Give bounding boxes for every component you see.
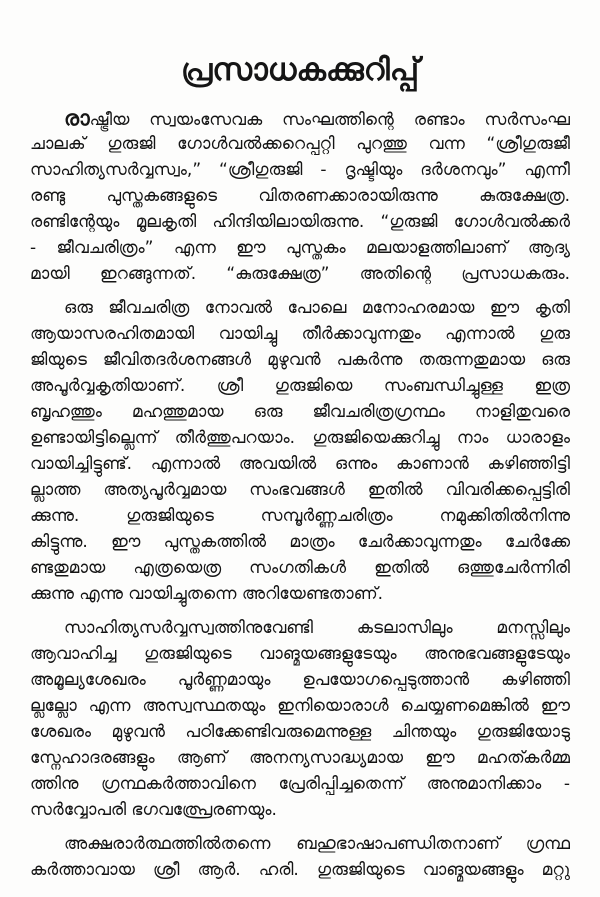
text-line: ക്കുന്നു എന്നു വായിച്ചുതന്നെ അറിയേണ്ടതാണ്. (30, 584, 384, 604)
text-line: ണ്ടതുമായ എത്രയെത്ര സംഗതികൾ ഇതിൽ ഒത്തുചേർന്നിരി (30, 558, 570, 578)
text-line: ചാലക് ഗുരുജി ഗോൾവൽക്കറെപ്പറ്റി പുറത്തു വന്ന “ശ്രീഗുരുജീ (30, 134, 570, 154)
paragraph (30, 615, 570, 823)
text-line: രണ്ടിന്റേയും മൂലകൃതി ഹിന്ദിയിലായിരുന്നു. “ഗുരുജി ഗോൾവൽക്കർ (30, 212, 570, 232)
document-body (30, 105, 570, 891)
paragraph (30, 831, 570, 883)
text-line: കിട്ടുന്നു. ഈ പുസ്തകത്തിൽ മാത്രം ചേർക്കാവുന്നതും ചേർക്കേ (30, 532, 570, 552)
text-line (64, 105, 570, 131)
text-line: കർത്താവായ ശ്രീ ആർ. ഹരി. ഗുരുജിയുടെ വാങ്മയങ്ങളും മറ്റു (30, 860, 570, 880)
text-line: ബൃഹത്തും മഹത്തുമായ ഒരു ജീവചരിത്രഗ്രന്ഥം നാളിതുവരെ (30, 402, 570, 422)
paragraph (30, 295, 570, 607)
text-line: ത്തിനു ഗ്രന്ഥകർത്താവിനെ പ്രേരിപ്പിച്ചതെന്ന് അനുമാനിക്കാം - (30, 774, 570, 794)
text-line: ല്ലാത്ത അത്യപൂർവ്വമായ സംഭവങ്ങൾ ഇതിൽ വിവരിക്കപ്പെട്ടിരി (30, 480, 570, 500)
text-line: സാഹിത്യസർവ്വസ്വം,” “ശ്രീഗുരുജി - ദൃഷ്ടിയും ദർശനവും” എന്നീ (30, 160, 570, 180)
text-line: ക്കുന്നു. ഗുരുജിയുടെ സമ്പൂർണ്ണചരിത്രം നമുക്കിതിൽനിന്നു (30, 506, 570, 526)
text-line: ല്ലല്ലോ എന്ന അസ്വസ്ഥതയും ഇനിയൊരാൾ ചെയ്യണമെങ്കിൽ ഈ (30, 696, 570, 716)
text-line: മായി ഇറങ്ങുന്നത്. “കുരുക്ഷേത്ര” അതിന്റെ പ്രസാധകരും. (30, 264, 570, 284)
page-title: പ്രസാധകക്കുറിപ്പ് (180, 52, 420, 88)
paragraph (30, 105, 570, 287)
text-line: ആയാസരഹിതമായി വായിച്ചു തീർക്കാവുന്നതും എന്നാൽ ഗുരു (30, 324, 570, 344)
text-line: ഉണ്ടായിട്ടില്ലെന്ന് തീർത്തുപറയാം. ഗുരുജിയെക്കുറിച്ചു നാം ധാരാളം (30, 428, 570, 448)
text-line-rest: ഷ്ട്രീയ സ്വയംസേവക സംഘത്തിന്റെ രണ്ടാം സർസംഘ (89, 110, 570, 130)
text-line: ആവാഹിച്ച ഗുരുജിയുടെ വാങ്മയങ്ങളുടേയും അനുഭവങ്ങളുടേയും (30, 644, 570, 664)
text-line: സർവ്വോപരി ഭഗവത്പ്രേരണയും. (30, 800, 277, 820)
text-line: വായിച്ചിട്ടുണ്ട്. എന്നാൽ അവയിൽ ഒന്നും കാണാൻ കഴിഞ്ഞിട്ടി (30, 454, 570, 474)
text-line: രണ്ടു പുസ്തകങ്ങളുടെ വിതരണക്കാരായിരുന്നു കുരുക്ഷേത്ര. (30, 186, 570, 206)
text-line: സാഹിത്യസർവ്വസ്വത്തിനുവേണ്ടി കടലാസിലും മനസ്സിലും (64, 618, 570, 638)
text-line: അക്ഷരാർത്ഥത്തിൽതന്നെ ബഹുഭാഷാപണ്ഡിതനാണ് ഗ്രന്ഥ (64, 834, 570, 854)
text-line: അമൂല്യശേഖരം പൂർണ്ണമായും ഉപയോഗപ്പെടുത്താൻ കഴിഞ്ഞി (30, 670, 570, 690)
text-line: - ജീവചരിത്രം” എന്ന ഈ പുസ്തകം മലയാളത്തിലാണ് ആദ്യ (30, 238, 570, 258)
text-line: ജിയുടെ ജീവിതദർശനങ്ങൾ മുഴുവൻ പകർന്നു തരുന്നതുമായ ഒരു (30, 350, 570, 370)
text-line: ഒരു ജീവചരിത്ര നോവൽ പോലെ മനോഹരമായ ഈ കൃതി (64, 298, 570, 318)
text-line: ശേഖരം മുഴുവൻ പഠിക്കേണ്ടിവരുമെന്നുള്ള ചിന്തയും ഗുരുജിയോടു (30, 722, 570, 742)
text-line: സ്നേഹാദരങ്ങളും ആണ് അനന്യസാദ്ധ്യമായ ഈ മഹത്കർമ്മ (30, 748, 570, 768)
drop-cap: രാ (64, 106, 90, 130)
text-line: അപൂർവ്വകൃതിയാണ്. ശ്രീ ഗുരുജിയെ സംബന്ധിച്ചുള്ള ഇത്ര (30, 376, 570, 396)
